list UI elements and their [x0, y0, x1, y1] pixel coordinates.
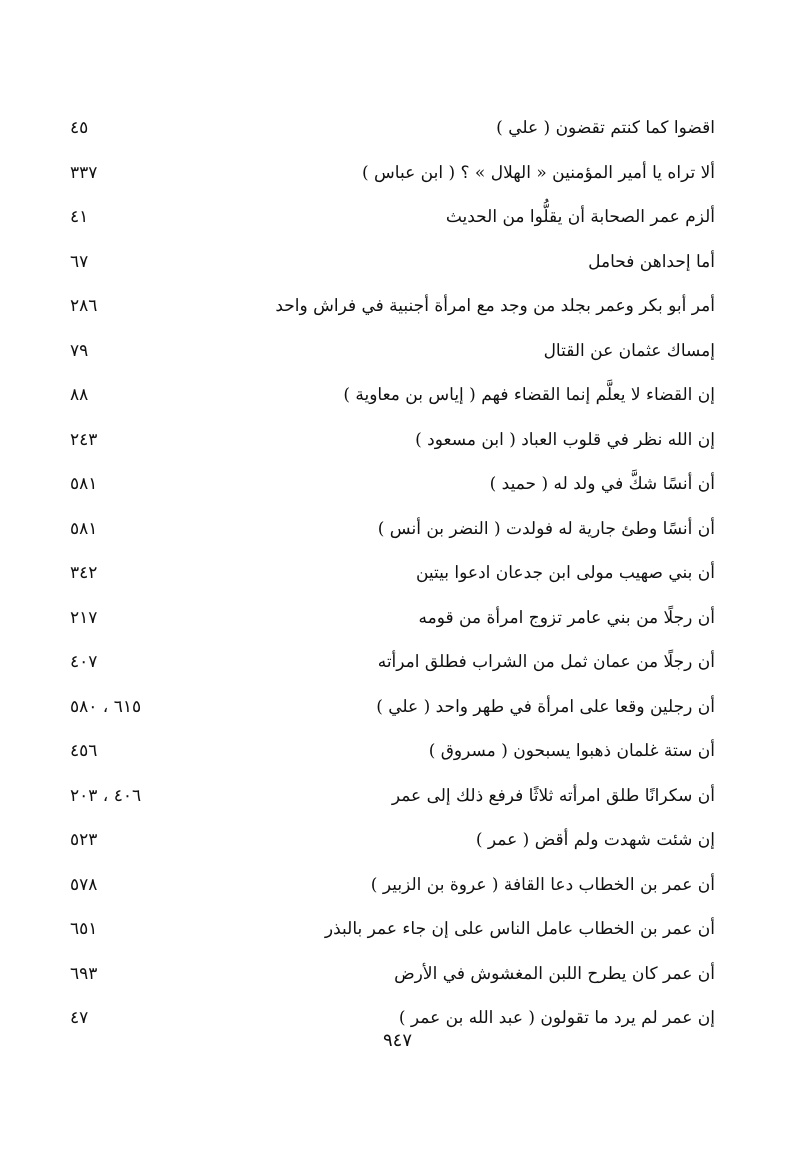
index-entry [70, 640, 715, 685]
index-entry [70, 952, 715, 997]
entry-page-reference: ٣٤٢ [70, 563, 98, 584]
entry-text: أن رجلين وقعا على امرأة في طهر واحد ( علي ) [376, 696, 715, 717]
entry-text: أمر أبو بكر وعمر بجلد من وجد مع امرأة أجنبية في فراش واحد [275, 296, 715, 317]
entry-page-reference: ٥٢٣ [70, 830, 98, 851]
entry-page-reference: ٥٨١ [70, 474, 98, 495]
index-entry [70, 507, 715, 552]
page-number: ٩٤٧ [382, 1030, 412, 1051]
entry-text: ألزم عمر الصحابة أن يقلُّوا من الحديث [445, 207, 715, 228]
entry-page-reference: ٧٩ [70, 340, 89, 361]
entry-text: إمساك عثمان عن القتال [543, 340, 715, 361]
entry-text: أن أنسًا شكَّ في ولد له ( حميد ) [489, 474, 715, 495]
entry-page-reference: ٦٩٣ [70, 963, 98, 984]
entry-text: إن عمر لم يرد ما تقولون ( عبد الله بن عمر ) [398, 1008, 715, 1029]
entry-text: إن القضاء لا يعلَّم إنما القضاء فهم ( إياس بن معاوية ) [343, 385, 715, 406]
entry-text: إن الله نظر في قلوب العباد ( ابن مسعود ) [415, 429, 715, 450]
entry-text: اقضوا كما كنتم تقضون ( علي ) [496, 118, 715, 139]
entry-page-reference: ٤٧ [70, 1008, 89, 1029]
entry-text: أن ستة غلمان ذهبوا يسبحون ( مسروق ) [428, 741, 715, 762]
index-entry [70, 151, 715, 196]
entry-text: أن عمر كان يطرح اللبن المغشوش في الأرض [394, 963, 715, 984]
entry-text: أن رجلًا من عمان ثمل من الشراب فطلق امرأته [377, 652, 715, 673]
index-entry [70, 729, 715, 774]
entry-page-reference: ٥٨١ [70, 518, 98, 539]
index-entry [70, 818, 715, 863]
entry-page-reference: ٢١٧ [70, 607, 98, 628]
entry-page-reference: ٦٥١ [70, 919, 98, 940]
entry-text: أن عمر بن الخطاب عامل الناس على إن جاء عمر بالبذر [324, 919, 715, 940]
entry-text: إن شئت شهدت ولم أقض ( عمر ) [475, 830, 715, 851]
index-entry [70, 907, 715, 952]
entry-page-reference: ٦١٥ ، ٥٨٠ [70, 696, 142, 717]
entry-page-reference: ٤٠٦ ، ٢٠٣ [70, 785, 142, 806]
entry-page-reference: ٥٧٨ [70, 874, 98, 895]
entry-page-reference: ٦٧ [70, 251, 89, 272]
entry-page-reference: ٨٨ [70, 385, 89, 406]
index-entry [70, 329, 715, 374]
index-entry [70, 284, 715, 329]
index-entry [70, 106, 715, 151]
index-entry [70, 685, 715, 730]
entry-text: أن أنسًا وطئ جارية له فولدت ( النضر بن أنس ) [377, 518, 715, 539]
index-entry [70, 462, 715, 507]
entry-page-reference: ٢٤٣ [70, 429, 98, 450]
index-entry [70, 863, 715, 908]
index-entry [70, 240, 715, 285]
index-entry [70, 373, 715, 418]
entry-page-reference: ٢٨٦ [70, 296, 98, 317]
entry-text: أما إحداهن فحامل [588, 251, 715, 272]
entry-page-reference: ٤٠٧ [70, 652, 98, 673]
entry-page-reference: ٣٣٧ [70, 162, 98, 183]
entry-text: أن بني صهيب مولى ابن جدعان ادعوا بيتين [415, 563, 715, 584]
entry-page-reference: ٤٥٦ [70, 741, 98, 762]
entry-page-reference: ٤٥ [70, 118, 89, 139]
entry-text: أن رجلًا من بني عامر تزوج امرأة من قومه [418, 607, 715, 628]
index-entry [70, 596, 715, 641]
index-entry [70, 774, 715, 819]
index-list [70, 106, 715, 1041]
entry-text: ألا تراه يا أمير المؤمنين « الهلال » ؟ ( ابن عباس ) [362, 162, 715, 183]
entry-text: أن عمر بن الخطاب دعا القافة ( عروة بن الزبير ) [370, 874, 715, 895]
index-entry [70, 418, 715, 463]
index-entry [70, 551, 715, 596]
index-entry [70, 195, 715, 240]
entry-page-reference: ٤١ [70, 207, 89, 228]
entry-text: أن سكرانًا طلق امرأته ثلاثًا فرفع ذلك إلى عمر [391, 785, 715, 806]
